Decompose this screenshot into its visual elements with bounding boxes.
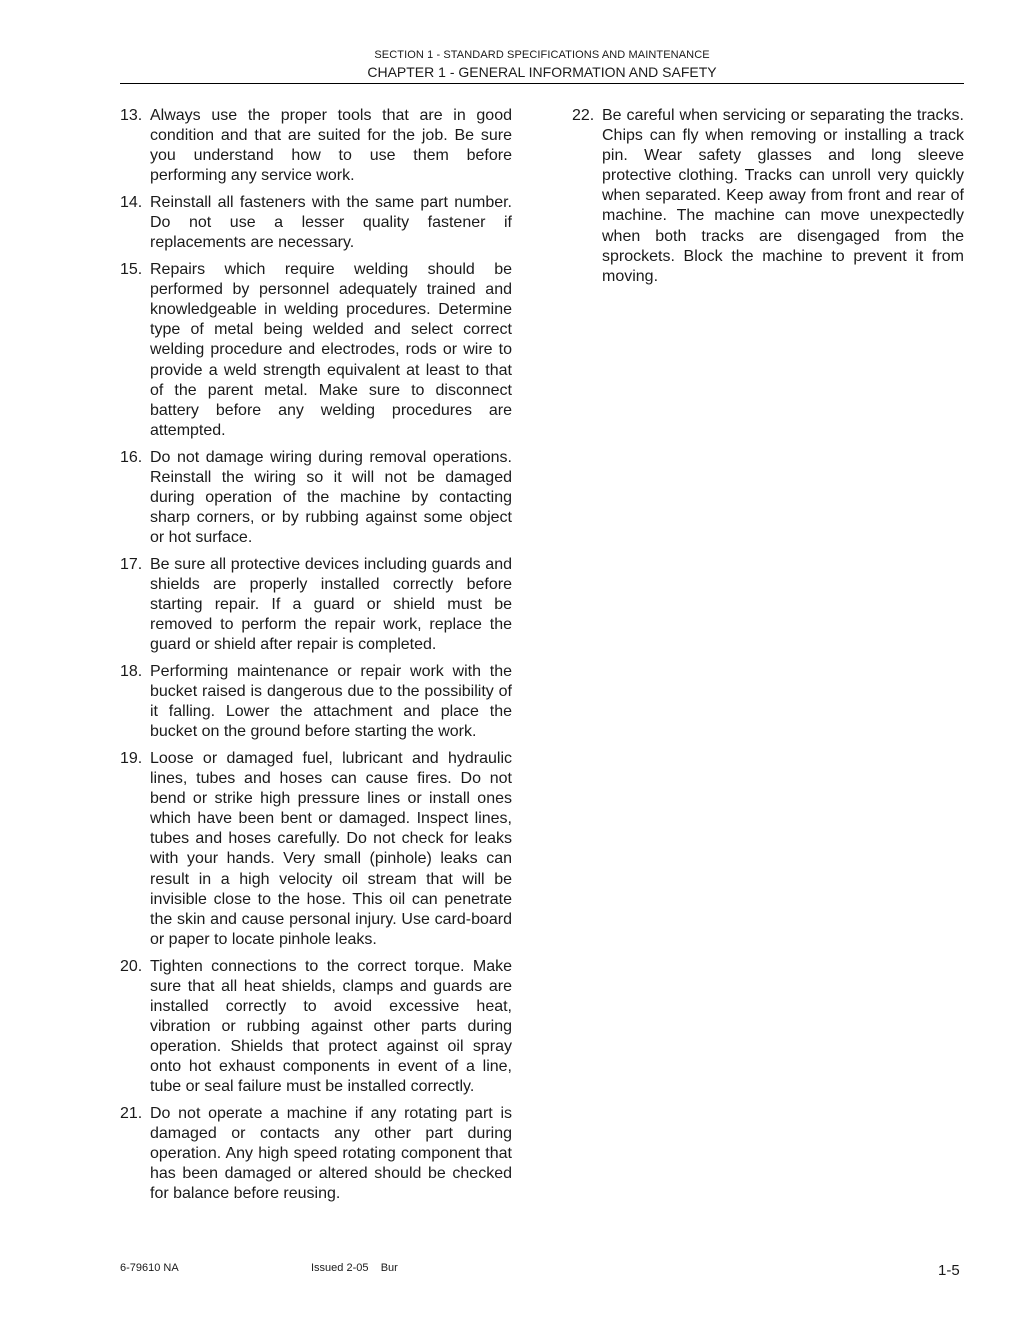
item-number: 20. — [120, 957, 143, 975]
item-text: Always use the proper tools that are in good condition and that are suited for the job. Be sure you understand how to use them before performing any service work. — [150, 107, 512, 185]
list-item-20 — [120, 957, 512, 1098]
item-text: Do not damage wiring during removal operations. Reinstall the wiring so it will not be damaged during operation of the machine by contacting sharp corners, or by rubbing against some object or hot surface. — [150, 448, 512, 546]
item-text: Be sure all protective devices including guards and shields are properly installed correctly before starting repair. If a guard or shield must be removed to perform the repair work, replace the guard or shield after repair is completed. — [150, 555, 512, 654]
right-column — [572, 106, 964, 294]
section-title: SECTION 1 - STANDARD SPECIFICATIONS AND MAINTENANCE — [374, 49, 710, 61]
item-number: 18. — [120, 662, 143, 680]
item-text: Loose or damaged fuel, lubricant and hydraulic lines, tubes and hoses can cause fires. Do not bend or strike high pressure lines or install ones which have been bent or damaged. Inspect lines, tubes and hoses carefully. Do not check for leaks with your hands. Very small (pinhole) leaks can result in a high velocity oil stream that will be invisible close to the hose. This oil can penetrate the skin and cause personal injury. Use card-board or paper to locate pinhole leaks. — [150, 749, 512, 948]
footer-doc-number: 6-79610 NA — [120, 1262, 179, 1274]
list-item-18 — [120, 662, 512, 742]
list-item-21 — [120, 1104, 512, 1204]
page-header — [120, 48, 964, 81]
safety-list-left — [120, 106, 512, 1204]
page-number: 1-5 — [938, 1262, 960, 1279]
item-text: Performing maintenance or repair work with the bucket raised is dangerous due to the possibility of it falling. Lower the attachment and place the bucket on the ground before starting the work. — [150, 662, 512, 741]
item-number: 13. — [120, 107, 143, 124]
list-item-13 — [120, 106, 512, 186]
item-number: 14. — [120, 194, 143, 212]
item-text: Do not operate a machine if any rotating part is damaged or contacts any other part during operation. Any high speed rotating component that has been damaged or altered should be checked for balance before reusing. — [150, 1104, 512, 1203]
footer-issued: Issued 2-05 Bur — [311, 1262, 398, 1274]
item-text: Be careful when servicing or separating the tracks. Chips can fly when removing or installing a track pin. Wear safety glasses and long sleeve protective clothing. Tracks can unroll very quickly when separated. Keep away from front and rear of machine. The machine can move unexpectedly when both tracks are disengaged from the sprockets. Block the machine to prevent it from moving. — [602, 107, 964, 285]
item-number: 17. — [120, 555, 143, 573]
item-number: 21. — [120, 1104, 143, 1122]
item-number: 15. — [120, 261, 143, 279]
list-item-15 — [120, 260, 512, 441]
safety-list-right — [572, 106, 964, 287]
item-text: Reinstall all fasteners with the same part number. Do not use a lesser quality fastener if replacements are necessary. — [150, 194, 512, 252]
list-item-16 — [120, 448, 512, 548]
item-number: 19. — [120, 749, 143, 767]
left-column — [120, 106, 512, 1211]
list-item-19 — [120, 749, 512, 950]
list-item-17 — [120, 555, 512, 655]
item-number: 16. — [120, 448, 143, 466]
chapter-title: CHAPTER 1 - GENERAL INFORMATION AND SAFETY — [367, 64, 717, 80]
list-item-14 — [120, 193, 512, 253]
header-divider — [120, 83, 964, 84]
item-number: 22. — [572, 107, 595, 124]
item-text: Tighten connections to the correct torque. Make sure that all heat shields, clamps and guards are installed correctly to avoid excessive heat, vibration or rubbing against other parts during operation. Shields that protect against oil spray onto hot exhaust components in event of a line, tube or seal failure must be installed correctly. — [150, 957, 512, 1096]
list-item-22 — [572, 106, 964, 287]
item-text: Repairs which require welding should be performed by personnel adequately trained and knowledgeable in welding procedures. Determine type of metal being welded and select correct welding procedure and electrodes, rods or wire to provide a weld strength equivalent at least to that of the parent metal. Make sure to disconnect battery before any welding procedures are attempted. — [150, 261, 512, 439]
